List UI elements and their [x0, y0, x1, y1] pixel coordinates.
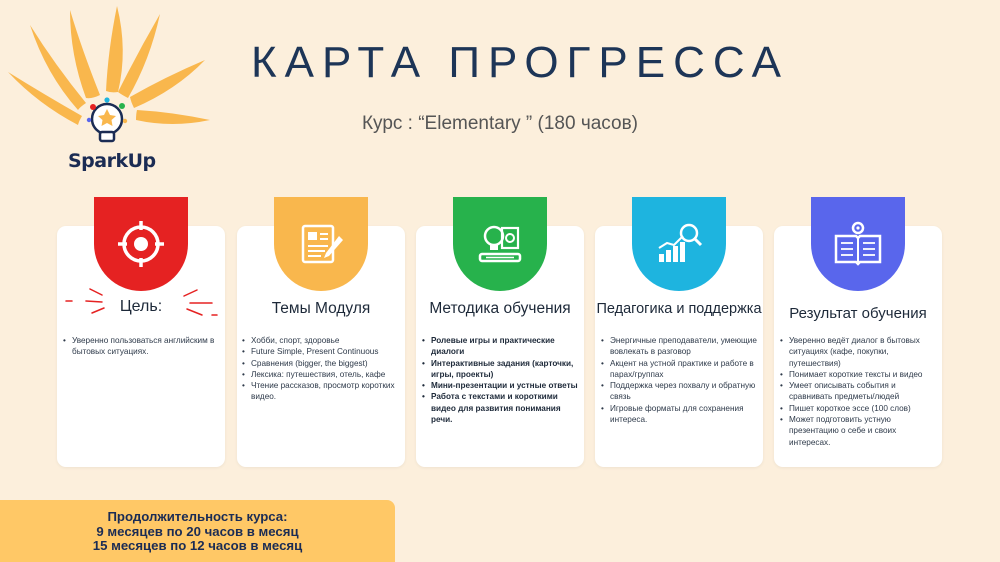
- brand-name: SparkUp: [68, 150, 156, 172]
- list-item: • Хобби, спорт, здоровье: [241, 335, 401, 346]
- target-icon: [115, 218, 167, 270]
- growth-chart-icon: [653, 218, 705, 270]
- tab-result: [811, 197, 905, 291]
- duration-option: 15 месяцев по 12 часов в месяц: [92, 538, 303, 553]
- list-item: • Может подготовить устную презентацию о себе и своих интересах.: [779, 414, 939, 448]
- list-item: • Сравнения (bigger, the biggest): [241, 358, 401, 369]
- card-title: Цель:: [119, 298, 163, 315]
- card-list: [600, 335, 760, 425]
- list-item: • Ролевые игры и практические диалоги: [421, 335, 581, 358]
- document-pen-icon: [295, 218, 347, 270]
- list-item: • Понимает короткие тексты и видео: [779, 369, 939, 380]
- duration-heading: Продолжительность курса:: [107, 509, 288, 524]
- duration-option: 9 месяцев по 20 часов в месяц: [96, 523, 299, 539]
- list-item: • Энергичные преподаватели, умеющие вовлекать в разговор: [600, 335, 760, 358]
- list-item: • Игровые форматы для сохранения интереса.: [600, 403, 760, 426]
- list-item: • Уверенно пользоваться английским в бытовых ситуациях.: [62, 335, 222, 358]
- list-item: • Умеет описывать события и сравнивать предметы/людей: [779, 380, 939, 403]
- list-item: • Работа с текстами и короткими видео для развития понимания речи.: [421, 391, 581, 425]
- idea-book-icon: [474, 218, 526, 270]
- list-item: • Акцент на устной практике и работе в парах/группах: [600, 358, 760, 381]
- tab-methodology: [453, 197, 547, 291]
- course-duration-box: [0, 500, 395, 562]
- list-item: • Лексика: путешествия, отель, кафе: [241, 369, 401, 380]
- card-title: Темы Модуля: [271, 300, 371, 317]
- card-title: Результат обучения: [789, 305, 927, 322]
- card-title: Педагогика и поддержка: [596, 301, 762, 317]
- list-item: • Уверенно ведёт диалог в бытовых ситуациях (кафе, покупки, путешествия): [779, 335, 939, 369]
- tab-topics: [274, 197, 368, 291]
- list-item: • Future Simple, Present Continuous: [241, 346, 401, 357]
- list-item: • Интерактивные задания (карточки, игры, проекты): [421, 358, 581, 381]
- card-list: [779, 335, 939, 448]
- list-item: • Чтение рассказов, просмотр коротких видео.: [241, 380, 401, 403]
- card-list: [421, 335, 581, 425]
- card-list: [241, 335, 401, 403]
- card-title: Методика обучения: [429, 300, 571, 317]
- list-item: • Пишет короткое эссе (100 слов): [779, 403, 939, 414]
- list-item: • Мини-презентации и устные ответы: [421, 380, 581, 391]
- tab-goal: [94, 197, 188, 291]
- logo: [0, 0, 215, 185]
- tab-pedagogy: [632, 197, 726, 291]
- book-gear-icon: [832, 218, 884, 270]
- card-list: [62, 335, 222, 358]
- course-subtitle: Курс : “Elementary ” (180 часов): [361, 113, 639, 134]
- list-item: • Поддержка через похвалу и обратную связь: [600, 380, 760, 403]
- page-title: КАРТА ПРОГРЕССА: [250, 38, 790, 87]
